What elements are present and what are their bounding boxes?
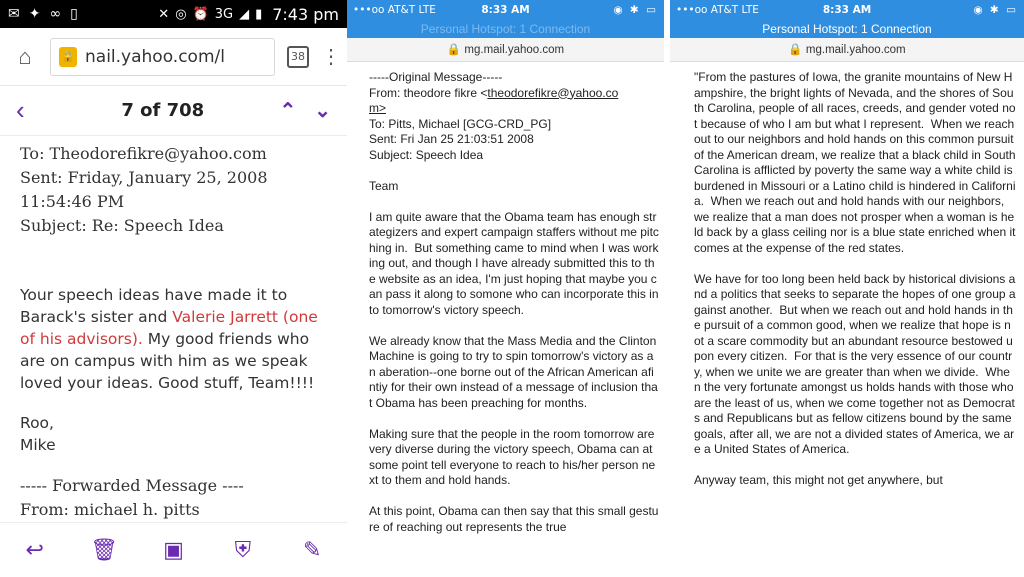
- signal-icon: ◢: [239, 6, 250, 22]
- message-text: Your speech ideas have made it to Barack's sister and Valerie Jarrett (one of his advisors). My good friends who are on campus with him as we speak loved your ideas. Good stuff, Team!!!!: [20, 286, 318, 392]
- address-bar[interactable]: 🔒 mg.mail.yahoo.com: [347, 38, 664, 62]
- header-lines: -----Original Message----- From: theodore fikre <theodorefikre@yahoo.co m> To: Pitts, Michael [GCG-CRD_PG] Sent: Fri Jan 25 21:03:51 2008 Subject: Speech Idea: [369, 70, 619, 162]
- phone-icon: ▯: [70, 6, 78, 22]
- battery-icon: ◉ ✱ ▭: [973, 4, 1018, 16]
- reply-icon[interactable]: ↩: [25, 537, 44, 562]
- paragraph: Anyway team, this might not get anywhere, but: [694, 473, 943, 487]
- paragraph: We have for too long been held back by historical divisions and a politics that seeks to separate the hopes of one group against another. But when we reach out and hold hands in the pursuit of a common good, when we realize that hope is not a scare commodity but an abundant resource bestowed upon every citizen. For that is the very essence of our country, when we unite we are greater than when we divide. When the very fortunate amongst us holds hands with those who are the least of us, when we come together not as Democrats and Republicans but as fellow citizens bound by the same goals, after all, we are not a divided states of America, we are a United States of America.: [694, 271, 1017, 456]
- lock-icon: 🔒: [59, 47, 77, 67]
- url-field[interactable]: [50, 38, 275, 76]
- email-header: [20, 142, 327, 238]
- overflow-menu-icon[interactable]: ⋮: [321, 46, 341, 68]
- voicemail-icon: ∞: [49, 6, 62, 22]
- delete-icon[interactable]: 🗑: [90, 537, 119, 562]
- previous-message-icon[interactable]: ⌃: [279, 100, 297, 122]
- email-content: [347, 62, 659, 535]
- greeting: Team: [369, 178, 399, 193]
- browser-address-bar: [0, 28, 347, 86]
- message-nav: [0, 86, 347, 136]
- signature: Roo, Mike: [20, 414, 56, 454]
- to-line: To: Theodorefikre@yahoo.com: [20, 144, 267, 163]
- compose-icon[interactable]: ✎: [303, 537, 322, 562]
- home-icon[interactable]: ⌂: [18, 43, 32, 69]
- paragraph: At this point, Obama can then say that this small gesture of reaching out represents the true: [369, 504, 659, 534]
- subject-line: Subject: Re: Speech Idea: [20, 216, 224, 235]
- message-arrows: [279, 98, 331, 123]
- forwarded-header: ----- Forwarded Message ---- From: michael h. pitts: [20, 476, 244, 519]
- ios-time: 8:33 AM: [481, 4, 530, 16]
- hotspot-banner[interactable]: Personal Hotspot: 1 Connection: [670, 20, 1024, 38]
- back-chevron-icon[interactable]: ‹: [16, 95, 25, 125]
- android-mail-panel: [0, 0, 347, 577]
- spam-icon[interactable]: ⛨: [234, 537, 252, 562]
- ios-status-bar: [670, 0, 1024, 20]
- ios-time: 8:33 AM: [822, 4, 872, 16]
- ios-mail-panel-right: [670, 0, 1024, 577]
- mail-toolbar: [0, 522, 347, 577]
- email-body: [0, 136, 347, 528]
- network-type: 3G: [214, 6, 234, 22]
- ios-mail-panel-left: [347, 0, 664, 577]
- message-position: 7 of 708: [121, 100, 205, 121]
- notification-icons: [8, 6, 78, 22]
- sent-line: Sent: Friday, January 25, 2008: [20, 168, 268, 187]
- paragraph: We already know that the Mass Media and the Clinton Machine is going to try to spin tomorrow's victory as an aberation--one borne out of the African American afintiy for their own instead of a message of inclusion that Obama has been preaching for months.: [369, 333, 660, 410]
- email-content: [670, 62, 1019, 489]
- paragraph: "From the pastures of Iowa, the granite mountains of New Hampshire, the bright lights of Nevada, and the shores of South Carolina, people of all races, creeds, and gender voted not because of who I am but what I represent. When we reach out to our neighbors and hold hands on this common pursuit of the American dream, we realize that a black child in South Carolina is afflicted by poverty the same way a white child is burdened in Missouri or a Latino child is hindered in California. When we reach out and hold hands with our neighbors, we realize that a man does not prosper when a woman is held back by a glass ceiling nor is a blue state enriched when it comes at the expense of the red states.: [694, 70, 1019, 255]
- battery-icon: ◉ ✱ ▭: [613, 4, 658, 16]
- system-icons: [158, 5, 339, 24]
- mail-notification-icon: ✉: [8, 6, 20, 22]
- mute-icon: ✕: [158, 6, 170, 22]
- move-icon[interactable]: ▣: [163, 537, 184, 562]
- address-bar[interactable]: 🔒 mg.mail.yahoo.com: [670, 38, 1024, 62]
- sent-time-line: 11:54:46 PM: [20, 192, 125, 211]
- battery-icon: ▮: [255, 6, 263, 22]
- hotspot-banner[interactable]: Personal Hotspot: 1 Connection: [347, 20, 664, 38]
- highlighted-link[interactable]: Valerie Jarrett (one of his advisors).: [20, 308, 318, 348]
- paragraph: I am quite aware that the Obama team has enough strategizers and expert campaign staffers without me pitching in. But something came to mind when I was working out, and though I have already submitted this to the website as an idea, I'm just hoping that maybe you can pass it along to somone who can incorporate this into tomorrow's victory speech.: [369, 209, 659, 317]
- android-status-bar: [0, 0, 347, 28]
- alarm-icon: ⏰: [192, 6, 209, 22]
- headset-icon: ◎: [175, 6, 187, 22]
- tabs-count-button[interactable]: 38: [287, 46, 309, 68]
- ios-status-bar: [347, 0, 664, 20]
- email-link[interactable]: theodorefikre@yahoo.co: [487, 85, 619, 100]
- status-time: 7:43 pm: [272, 4, 339, 24]
- paragraph: Making sure that the people in the room tomorrow are very diverse during the victory speech, Obama can at some point tell everyone to reach to his/her person next to them and hold hands.: [369, 426, 658, 487]
- twitter-icon: ✦: [28, 6, 41, 22]
- next-message-icon[interactable]: ⌄: [314, 100, 331, 122]
- carrier: •••oo AT&T LTE: [676, 4, 759, 16]
- url-text: nail.yahoo.com/l: [85, 46, 225, 67]
- carrier: •••oo AT&T LTE: [353, 4, 436, 16]
